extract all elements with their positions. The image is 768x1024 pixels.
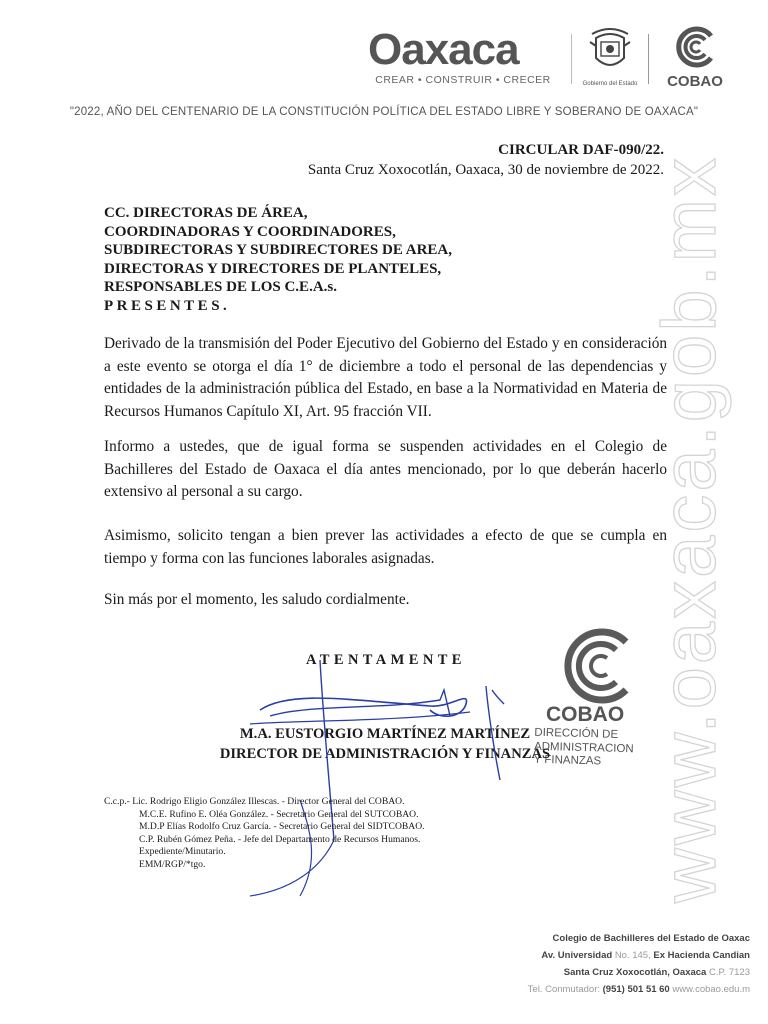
institution-footer (528, 930, 750, 998)
website-watermark: www.oaxaca.gob.mx (647, 155, 732, 903)
body-paragraph-3: Asimismo, solicito tengan a bien prever las actividades a efecto de que se cumpla en tiempo y forma con las funciones laborales asignadas. (104, 527, 667, 567)
signer-name: M.A. EUSTORGIO MARTÍNEZ MARTÍNEZ (239, 726, 531, 742)
stamp-line: DIRECCIÓN DE (534, 726, 619, 741)
cobao-logo-word: COBAO (667, 73, 723, 90)
addressee-line: RESPONSABLES DE LOS C.E.A.s. (104, 279, 337, 296)
ccp-line: C.c.p.- Lic. Rodrigo Eligio González Illescas. - Director General del COBAO. (104, 796, 405, 807)
footer-number: No. 145, (614, 950, 651, 961)
government-shield-logo (582, 28, 638, 88)
ccp-line: EMM/RGP/*tgo. (139, 858, 206, 870)
footer-institution: Colegio de Bachilleres del Estado de Oaxac (552, 933, 750, 944)
oaxaca-logo (368, 25, 568, 88)
coat-of-arms-icon (582, 28, 638, 76)
year-motto: "2022, AÑO DEL CENTENARIO DE LA CONSTITUCIÓN POLÍTICA DEL ESTADO LIBRE Y SOBERANO DE OAXACA" (69, 106, 699, 118)
stamp-emblem-icon (530, 620, 660, 710)
addressee-line: DIRECTORAS Y DIRECTORES DE PLANTELES, (104, 260, 442, 277)
footer-phone: (951) 501 51 60 (602, 984, 670, 995)
oaxaca-tagline: CREAR • CONSTRUIR • CRECER (375, 74, 551, 86)
logo-divider (571, 34, 572, 84)
footer-street: Av. Universidad (541, 950, 613, 961)
addressee-line: COORDINADORAS Y COORDINADORES, (104, 223, 396, 240)
footer-hacienda: Ex Hacienda Candian (653, 950, 750, 961)
cobao-emblem-icon (671, 24, 719, 70)
footer-phone-label: Tel. Conmutador: (527, 984, 600, 995)
ccp-line: C.P. Rubén Gómez Peña. - Jefe del Departamento de Recursos Humanos. (139, 833, 421, 845)
signer-title: DIRECTOR DE ADMINISTRACIÓN Y FINANZAS (219, 746, 551, 762)
body-paragraph-1: Derivado de la transmisión del Poder Ejecutivo del Gobierno del Estado y en consideración a este evento se otorga el día 1° de diciembre a todo el personal de las dependencias y entidades de la administración pública del Estado, en base a la Normatividad en Materia de Recursos Humanos Capítulo XI, Art. 95 fracción VII. (104, 335, 667, 420)
body-paragraph-4: Sin más por el momento, les saludo cordialmente. (104, 591, 410, 608)
ccp-line: Expediente/Minutario. (139, 846, 226, 858)
stamp-line: Y FINANZAS (533, 753, 602, 768)
circular-number: CIRCULAR DAF-090/22. (498, 142, 664, 158)
logo-divider (648, 34, 649, 84)
cobao-logo (660, 24, 730, 90)
footer-postal: C.P. 7123 (708, 967, 750, 978)
place-date: Santa Cruz Xoxocotlán, Oaxaca, 30 de noviembre de 2022. (307, 162, 664, 178)
presentes-line: PRESENTES. (104, 297, 231, 314)
addressee-line: CC. DIRECTORAS DE ÁREA, (104, 205, 308, 221)
footer-website[interactable]: www.cobao.edu.m (672, 984, 750, 995)
body-paragraph-2: Informo a ustedes, que de igual forma se suspenden actividades en el Colegio de Bachilleres del Estado de Oaxaca el día antes mencionado, por lo que deberán hacerlo extensivo al personal a su cargo. (104, 438, 667, 501)
stamp-logo-word: COBAO (546, 703, 625, 726)
addressees-block (104, 204, 452, 316)
ccp-line: M.C.E. Rufino E. Oléa González. - Secretario General del SUTCOBAO. (139, 808, 419, 820)
stamp-line: ADMINISTRACION (533, 740, 634, 755)
oaxaca-logo-word: Oaxaca (368, 25, 519, 74)
closing-salutation: ATENTAMENTE (306, 652, 466, 668)
government-caption: Gobierno del Estado (582, 81, 638, 87)
ccp-line: M.D.P Elías Rodolfo Cruz García. - Secretario General del SIDTCOBAO. (139, 821, 425, 833)
carbon-copy-list (104, 796, 425, 872)
addressee-line: SUBDIRECTORAS Y SUBDIRECTORES DE AREA, (104, 242, 453, 259)
footer-city: Santa Cruz Xoxocotlán, Oaxaca (563, 967, 707, 978)
